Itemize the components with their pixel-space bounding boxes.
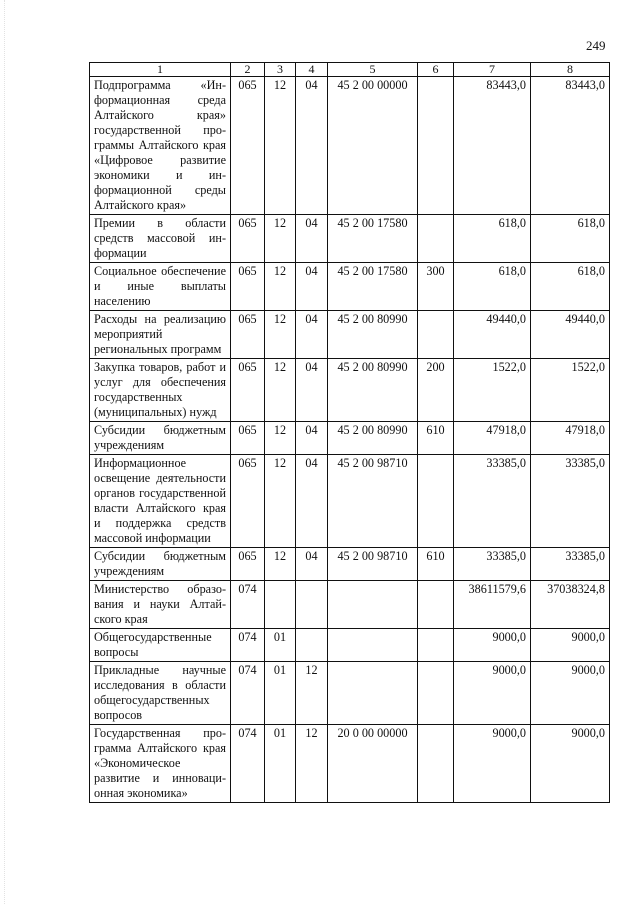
cell-section: 12 — [265, 548, 296, 581]
cell-target-article: 45 2 00 80990 — [328, 422, 418, 455]
cell-ministry-code: 065 — [231, 422, 265, 455]
header-row — [90, 63, 610, 77]
row-name: Закупка товаров, работ и услуг для обеспечения государственных (муниципальных) нужд — [90, 359, 231, 422]
row-name: Подпрограмма «Информационная среда Алтайского края» государственной программы Алтайского края «Цифровое развитие экономики и информационной среды Алтайского края» — [90, 77, 231, 215]
cell-amount-year-2: 1522,0 — [531, 359, 610, 422]
table-row — [90, 215, 610, 263]
cell-subsection: 04 — [296, 311, 328, 359]
cell-ministry-code: 074 — [231, 725, 265, 803]
cell-target-article: 45 2 00 98710 — [328, 548, 418, 581]
cell-amount-year-1: 33385,0 — [454, 548, 531, 581]
header-col-2: 2 — [231, 63, 265, 77]
cell-ministry-code: 074 — [231, 629, 265, 662]
cell-ministry-code: 065 — [231, 548, 265, 581]
budget-table — [89, 62, 610, 803]
cell-amount-year-2: 9000,0 — [531, 662, 610, 725]
cell-ministry-code: 065 — [231, 359, 265, 422]
cell-amount-year-2: 33385,0 — [531, 548, 610, 581]
cell-subsection: 12 — [296, 662, 328, 725]
cell-amount-year-1: 49440,0 — [454, 311, 531, 359]
header-col-7: 7 — [454, 63, 531, 77]
cell-amount-year-2: 9000,0 — [531, 725, 610, 803]
cell-amount-year-2: 618,0 — [531, 215, 610, 263]
cell-amount-year-2: 618,0 — [531, 263, 610, 311]
cell-subsection — [296, 581, 328, 629]
cell-section: 01 — [265, 662, 296, 725]
cell-ministry-code: 065 — [231, 263, 265, 311]
table-row — [90, 629, 610, 662]
cell-ministry-code: 074 — [231, 581, 265, 629]
cell-amount-year-2: 49440,0 — [531, 311, 610, 359]
row-name: Субсидии бюджетным учреждениям — [90, 422, 231, 455]
cell-target-article: 45 2 00 17580 — [328, 263, 418, 311]
cell-expense-type: 610 — [418, 422, 454, 455]
cell-expense-type: 610 — [418, 548, 454, 581]
row-name: Информационное освещение деятельности органов государственной власти Алтайского края и поддержка средств массовой информации — [90, 455, 231, 548]
cell-target-article: 45 2 00 80990 — [328, 359, 418, 422]
row-name: Государственная программа Алтайского края «Экономическое развитие и инновационная экономика» — [90, 725, 231, 803]
cell-amount-year-2: 9000,0 — [531, 629, 610, 662]
cell-amount-year-1: 9000,0 — [454, 629, 531, 662]
cell-subsection: 04 — [296, 77, 328, 215]
cell-expense-type — [418, 662, 454, 725]
cell-amount-year-1: 83443,0 — [454, 77, 531, 215]
cell-amount-year-1: 618,0 — [454, 263, 531, 311]
table-row — [90, 77, 610, 215]
cell-amount-year-1: 618,0 — [454, 215, 531, 263]
cell-amount-year-1: 1522,0 — [454, 359, 531, 422]
row-name: Премии в области средств массовой информации — [90, 215, 231, 263]
table-row — [90, 263, 610, 311]
cell-amount-year-1: 33385,0 — [454, 455, 531, 548]
cell-subsection: 04 — [296, 215, 328, 263]
cell-amount-year-1: 38611579,6 — [454, 581, 531, 629]
cell-expense-type — [418, 629, 454, 662]
cell-expense-type: 300 — [418, 263, 454, 311]
cell-ministry-code: 065 — [231, 311, 265, 359]
table-row — [90, 725, 610, 803]
header-col-4: 4 — [296, 63, 328, 77]
table-row — [90, 581, 610, 629]
cell-target-article: 45 2 00 98710 — [328, 455, 418, 548]
cell-section: 12 — [265, 359, 296, 422]
cell-subsection: 12 — [296, 725, 328, 803]
cell-target-article: 45 2 00 00000 — [328, 77, 418, 215]
cell-amount-year-1: 47918,0 — [454, 422, 531, 455]
table-row — [90, 455, 610, 548]
cell-section — [265, 581, 296, 629]
table-row — [90, 359, 610, 422]
cell-expense-type — [418, 581, 454, 629]
cell-target-article — [328, 629, 418, 662]
row-name: Министерство образования и науки Алтайского края — [90, 581, 231, 629]
cell-amount-year-2: 83443,0 — [531, 77, 610, 215]
cell-target-article — [328, 581, 418, 629]
cell-section: 12 — [265, 422, 296, 455]
cell-target-article — [328, 662, 418, 725]
row-name: Общегосударственные вопросы — [90, 629, 231, 662]
cell-ministry-code: 065 — [231, 77, 265, 215]
row-name: Субсидии бюджетным учреждениям — [90, 548, 231, 581]
header-col-5: 5 — [328, 63, 418, 77]
table-row — [90, 422, 610, 455]
cell-expense-type: 200 — [418, 359, 454, 422]
table-row — [90, 662, 610, 725]
header-col-6: 6 — [418, 63, 454, 77]
page-number: 249 — [586, 38, 606, 53]
cell-target-article: 45 2 00 17580 — [328, 215, 418, 263]
cell-expense-type — [418, 215, 454, 263]
header-col-1: 1 — [90, 63, 231, 77]
cell-subsection: 04 — [296, 548, 328, 581]
cell-section: 12 — [265, 263, 296, 311]
cell-expense-type — [418, 725, 454, 803]
row-name: Социальное обеспечение и иные выплаты населению — [90, 263, 231, 311]
cell-subsection — [296, 629, 328, 662]
cell-subsection: 04 — [296, 422, 328, 455]
table-row — [90, 548, 610, 581]
cell-ministry-code: 065 — [231, 215, 265, 263]
cell-amount-year-2: 33385,0 — [531, 455, 610, 548]
cell-section: 12 — [265, 77, 296, 215]
cell-subsection: 04 — [296, 263, 328, 311]
scan-margin-marks — [4, 0, 9, 904]
row-name: Прикладные научные исследования в области общегосударственных вопросов — [90, 662, 231, 725]
row-name: Расходы на реализацию мероприятий региональных программ — [90, 311, 231, 359]
cell-section: 01 — [265, 629, 296, 662]
cell-expense-type — [418, 77, 454, 215]
cell-section: 12 — [265, 455, 296, 548]
cell-subsection: 04 — [296, 359, 328, 422]
cell-expense-type — [418, 455, 454, 548]
cell-section: 01 — [265, 725, 296, 803]
cell-section: 12 — [265, 311, 296, 359]
cell-amount-year-1: 9000,0 — [454, 662, 531, 725]
header-col-8: 8 — [531, 63, 610, 77]
header-col-3: 3 — [265, 63, 296, 77]
cell-section: 12 — [265, 215, 296, 263]
cell-amount-year-1: 9000,0 — [454, 725, 531, 803]
cell-ministry-code: 074 — [231, 662, 265, 725]
table-row — [90, 311, 610, 359]
cell-amount-year-2: 37038324,8 — [531, 581, 610, 629]
cell-ministry-code: 065 — [231, 455, 265, 548]
cell-target-article: 45 2 00 80990 — [328, 311, 418, 359]
cell-subsection: 04 — [296, 455, 328, 548]
cell-amount-year-2: 47918,0 — [531, 422, 610, 455]
cell-target-article: 20 0 00 00000 — [328, 725, 418, 803]
cell-expense-type — [418, 311, 454, 359]
